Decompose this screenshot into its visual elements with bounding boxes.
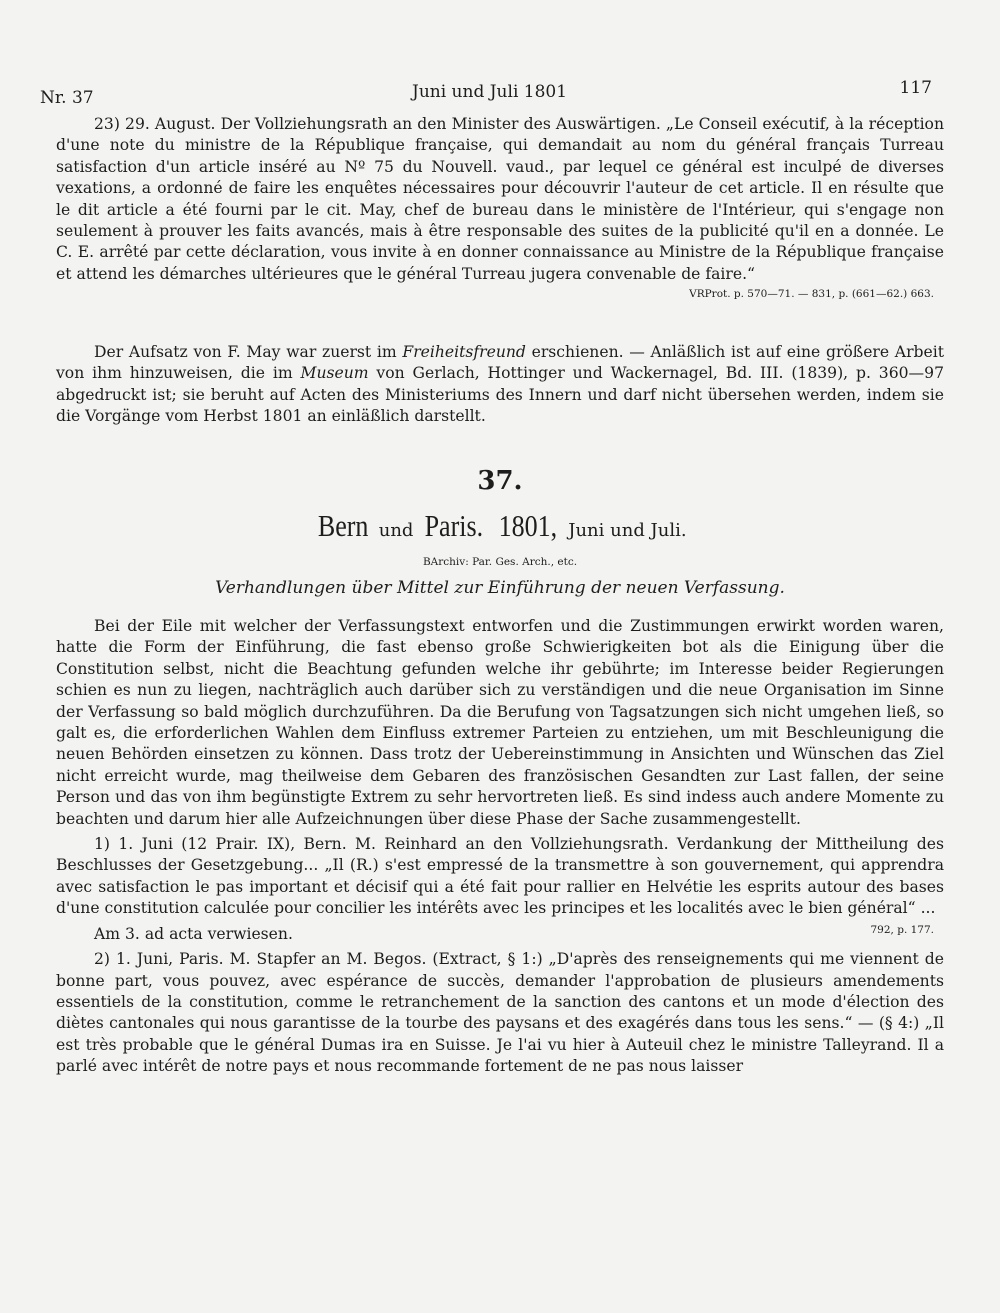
running-head [40, 78, 932, 108]
entry-1-followup: Am 3. ad acta verwiesen. [94, 924, 293, 943]
entry-23-block [56, 114, 944, 307]
archive-reference: BArchiv: Par. Ges. Arch., etc. [422, 556, 578, 568]
headline-place-bern: Bern [318, 508, 369, 543]
document-number: 37. [477, 466, 523, 496]
entry-23-text: 23) 29. August. Der Vollziehungsrath an den Minister des Auswärtigen. „Le Conseil exécutif, à la réception d'une note du ministre de la République française, qui demandait au nom du général français Turreau satisfaction d'un article inséré au Nº 75 du Nouvell. vaud., par lequel ce général est inculpé de diverses vexations, a ordonné de faire les enquêtes nécessaires pour découvrir l'auteur de cet article. Il en résulte que le dit article a été fourni par le cit. May, chef de bureau dans le ministère de l'Intérieur, qui s'engage non seulement à prouver les faits avancés, mais à être responsable des suites de la publicité qu'il en a donnée. Le C. E. arrêté par cette déclaration, vous invite à en donner connaissance au Ministre de la République française et attend les démarches ultérieures que le général Turreau jugera convenable de faire.“ [56, 115, 944, 283]
note-text-1: Der Aufsatz von F. May war zuerst im [94, 343, 403, 361]
document-subtitle: Verhandlungen über Mittel zur Einführung der neuen Verfassung. [215, 578, 785, 598]
entry-23-source: VRProt. p. 570—71. — 831, p. (661—62.) 663. [689, 288, 934, 301]
entry-2-paragraph: 2) 1. Juni, Paris. M. Stapfer an M. Begos. (Extract, § 1:) „D'après des renseignements qui me viennent de bonne part, vous pouvez, avec espérance de succès, demander l'approbation de plusieurs amendements essentiels de la constitution, comme le retranchement de la sanction des cantons et un mode d'élection des diètes cantonales qui nous garantisse de la tourbe des paysans et des exagérés dans tous les sens.“ — (§ 4:) „Il est très probable que le général Dumas ira en Suisse. Je l'ai vu hier à Auteuil chez le ministre Talleyrand. Il a parlé avec intérêt de notre pays et nous recommande fortement de ne pas nous laisser [56, 950, 944, 1076]
headline-year: 1801, [498, 508, 558, 543]
entry-1-text: 1) 1. Juni (12 Prair. IX), Bern. M. Reinhard an den Vollziehungsrath. Verdankung der Mittheilung des Beschlusses der Gesetzgebung... „Il (R.) s'est empressé de la transmettre à son gouvernement, qui apprendra avec satisfaction le pas important et décisif qui a été fait pour rallier en Helvétie les esprits autour des bases d'une constitution calculée pour concilier les intérêts avec les principes et les localités avec le bien général“ ... [56, 835, 944, 918]
headline-place-paris: Paris. [424, 508, 483, 543]
note-italic-freiheitsfreund: Freiheitsfreund [402, 343, 526, 361]
document-headline [0, 508, 1000, 544]
document-number-label: Nr. 37 [40, 88, 94, 108]
headline-und: und [378, 520, 414, 541]
period-label: Juni und Juli 1801 [412, 82, 568, 102]
headline-months: Juni und Juli. [568, 520, 687, 541]
note-text-2: erschienen. — Anläßlich ist auf eine größere Arbeit von ihm hinzuweisen, die im [56, 343, 944, 383]
note-block [56, 342, 944, 428]
entry-1-source: 792, p. 177. [870, 923, 934, 936]
note-text-3: von Gerlach, Hottinger und Wackernagel, Bd. III. (1839), p. 360—97 abgedruckt ist; sie beruht auf Acten des Ministeriums des Innern und darf nicht übersehen werden, indem sie die Vorgänge vom Herbst 1801 an einläßlich darstellt. [56, 364, 944, 426]
note-italic-museum: Museum [300, 364, 369, 383]
note-paragraph [56, 342, 944, 428]
page-number: 117 [899, 78, 932, 98]
intro-paragraph: Bei der Eile mit welcher der Verfassungstext entworfen und die Zustimmungen erwirkt worden waren, hatte die Form der Einführung, die fast ebenso große Schwierigkeiten bot als die Einigung über die Constitution selbst, nicht die Beachtung gefunden welche ihr gebührte; im Interesse beider Regierungen schien es nun zu liegen, nachträglich auch darüber sich zu verständigen und die neue Organisation im Sinne der Verfassung so bald möglich durchzuführen. Da die Berufung von Tagsatzungen sich nicht umgehen ließ, so galt es, die erforderlichen Wahlen dem Einfluss extremer Parteien zu entziehen, um mit Beschleunigung die neuen Behörden einsetzen zu können. Dass trotz der Uebereinstimmung in Ansichten und Wünschen das Ziel nicht erreicht wurde, mag theilweise dem Gebaren des französischen Gesandten zur Last fallen, der seine Person und das von ihm begünstigte Extrem zu sehr hervortreten ließ. Es sind indess auch andere Momente zu beachten und darum hier alle Aufzeichnungen über diese Phase der Sache zusammengestellt. [56, 617, 944, 828]
main-text-block [56, 616, 944, 1078]
